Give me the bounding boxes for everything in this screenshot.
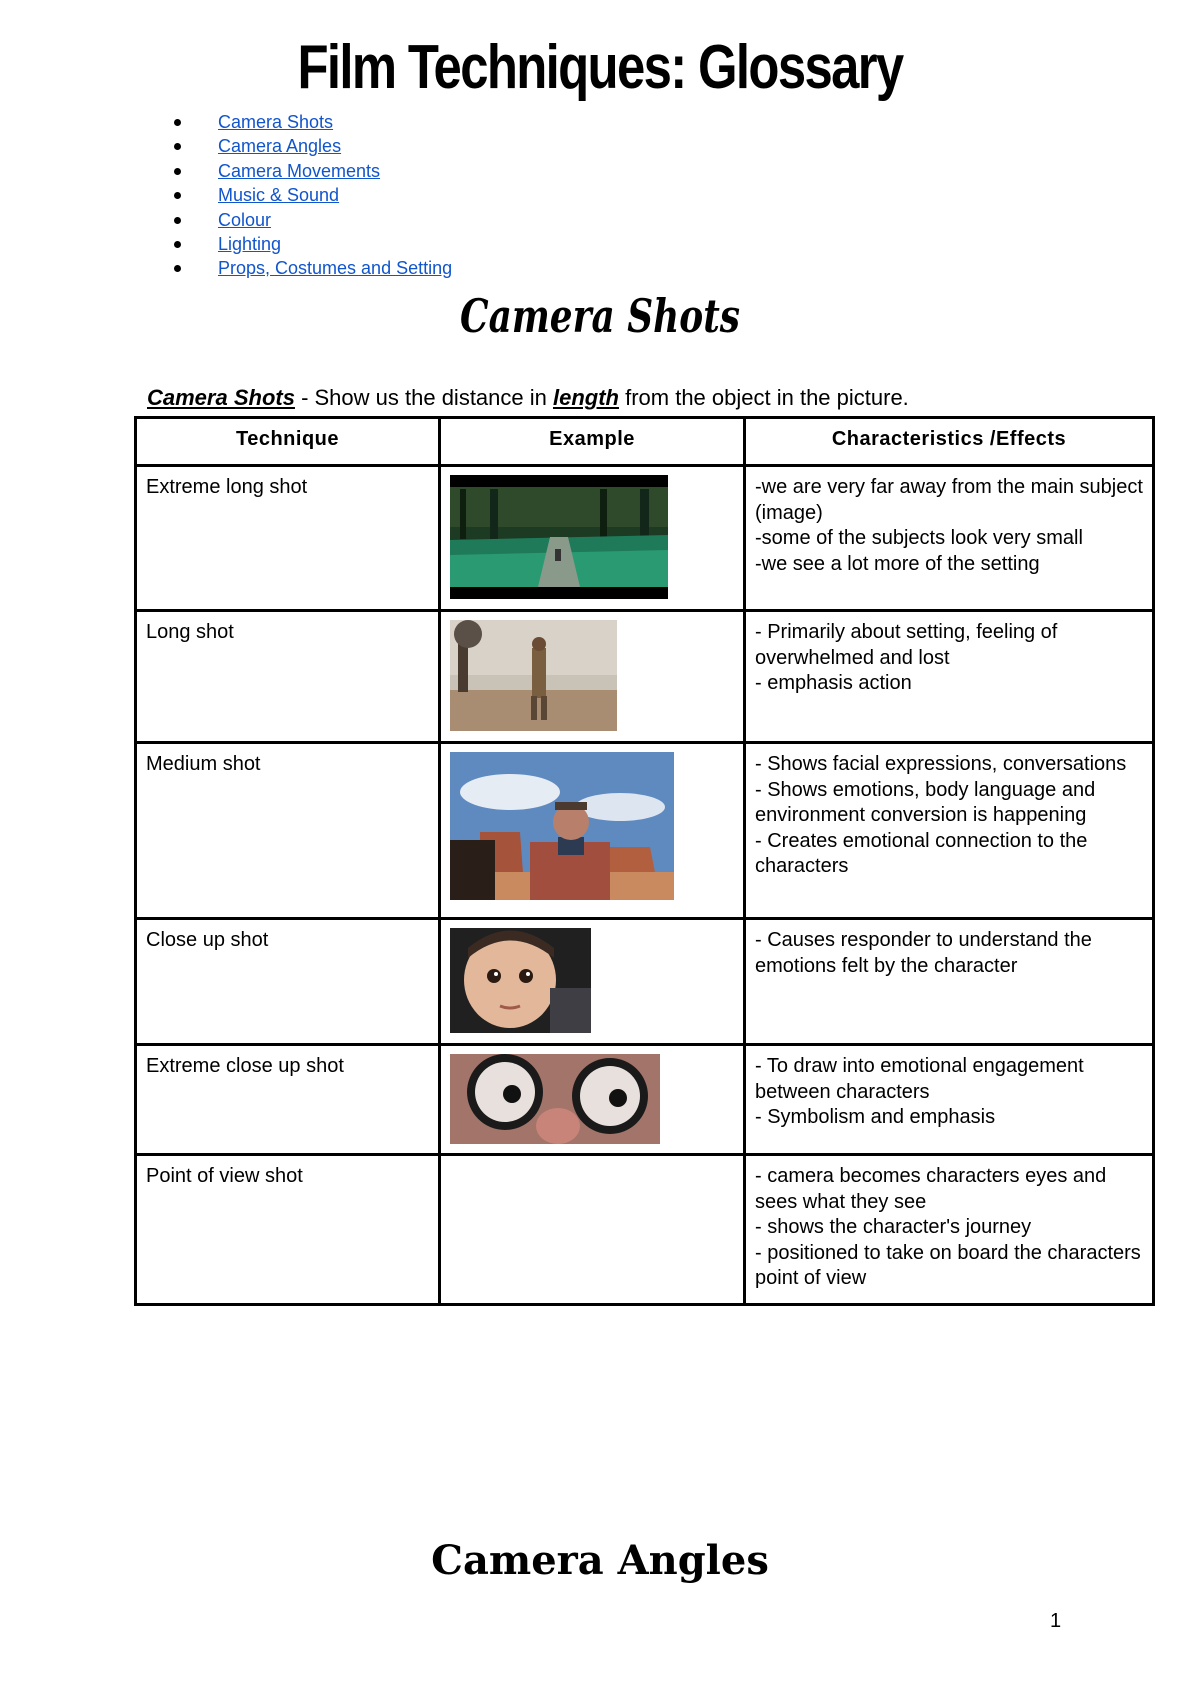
bullet-icon — [174, 143, 181, 150]
section-title: Camera Shots — [460, 289, 740, 343]
effect-line: - positioned to take on board the characters point of view — [755, 1241, 1141, 1289]
header-technique: Technique — [136, 418, 440, 466]
effects-cell — [745, 1155, 1154, 1305]
effects-cell — [745, 611, 1154, 743]
toc-item — [150, 183, 452, 207]
toc-link-camera-movements[interactable]: Camera Movements — [218, 160, 381, 181]
example-cell — [440, 466, 745, 611]
child-face-closeup-image — [450, 928, 591, 1033]
effect-line: - Shows facial expressions, conversations — [755, 753, 1127, 775]
intro-text-a: - Show us the distance in — [294, 385, 553, 410]
effect-line: -some of the subjects look very small — [755, 527, 1083, 549]
effect-line: - Causes responder to understand the emotions felt by the character — [755, 929, 1092, 977]
river-bridge-jungle-landscape-image — [450, 475, 668, 599]
intro-emphasis: length — [552, 385, 619, 410]
bullet-icon — [174, 119, 181, 126]
toc-link-lighting[interactable]: Lighting — [218, 233, 282, 254]
technique-cell: Medium shot — [136, 743, 440, 919]
page-number: 1 — [1050, 1610, 1062, 1632]
intro-term: Camera Shots — [147, 385, 295, 410]
effect-line: - emphasis action — [755, 672, 912, 694]
toc-item — [150, 256, 452, 280]
effects-cell — [745, 1045, 1154, 1155]
effects-cell — [745, 919, 1154, 1045]
table-row — [136, 743, 1154, 919]
example-cell — [440, 919, 745, 1045]
technique-cell: Extreme close up shot — [136, 1045, 440, 1155]
effect-line: -we are very far away from the main subject (image) — [755, 476, 1143, 524]
cartoon-eyes-glasses-image — [450, 1054, 660, 1144]
example-cell — [440, 1045, 745, 1155]
technique-cell: Extreme long shot — [136, 466, 440, 611]
table-of-contents — [150, 110, 452, 281]
intro-paragraph — [147, 383, 909, 413]
effect-line: - Primarily about setting, feeling of overwhelmed and lost — [755, 621, 1058, 669]
toc-item — [150, 208, 452, 232]
example-cell — [440, 611, 745, 743]
bullet-icon — [174, 168, 181, 175]
technique-cell: Point of view shot — [136, 1155, 440, 1305]
effect-line: - Shows emotions, body language and environment conversion is happening — [755, 778, 1096, 826]
effects-cell — [745, 743, 1154, 919]
camera-shots-table — [134, 416, 1155, 1306]
toc-link-colour[interactable]: Colour — [218, 209, 272, 230]
table-header-row — [136, 418, 1154, 466]
table-row — [136, 1155, 1154, 1305]
header-effects: Characteristics /Effects — [745, 418, 1154, 466]
bullet-icon — [174, 265, 181, 272]
toc-item — [150, 159, 452, 183]
effect-line: - To draw into emotional engagement between characters — [755, 1055, 1084, 1103]
table-row — [136, 466, 1154, 611]
man-walking-in-dusty-field-image — [450, 620, 617, 731]
effect-line: - Symbolism and emphasis — [755, 1106, 996, 1128]
effect-line: - camera becomes characters eyes and sees what they see — [755, 1165, 1107, 1213]
effects-cell — [745, 466, 1154, 611]
effect-line: -we see a lot more of the setting — [755, 552, 1040, 575]
document-title: Film Techniques: Glossary — [297, 33, 903, 102]
next-section-heading: Camera Angles — [431, 1537, 769, 1584]
table-row — [136, 611, 1154, 743]
example-cell — [440, 743, 745, 919]
cowboy-with-horse-canyon-image — [450, 752, 674, 900]
bullet-icon — [174, 217, 181, 224]
technique-cell: Long shot — [136, 611, 440, 743]
effect-line: - shows the character's journey — [755, 1216, 1032, 1238]
example-cell — [440, 1155, 745, 1305]
toc-link-props-costumes-setting[interactable]: Props, Costumes and Setting — [218, 258, 453, 279]
toc-item — [150, 134, 452, 158]
effect-line: - Creates emotional connection to the characters — [755, 829, 1088, 877]
bullet-icon — [174, 192, 181, 199]
toc-link-camera-angles[interactable]: Camera Angles — [218, 136, 342, 157]
toc-item — [150, 232, 452, 256]
toc-link-camera-shots[interactable]: Camera Shots — [218, 112, 334, 132]
table-row — [136, 1045, 1154, 1155]
bullet-icon — [174, 241, 181, 248]
header-example: Example — [440, 418, 745, 466]
toc-item — [150, 110, 452, 134]
table-row — [136, 919, 1154, 1045]
technique-cell: Close up shot — [136, 919, 440, 1045]
toc-link-music-sound[interactable]: Music & Sound — [218, 185, 340, 206]
intro-text-b: from the object in the picture. — [618, 385, 909, 410]
